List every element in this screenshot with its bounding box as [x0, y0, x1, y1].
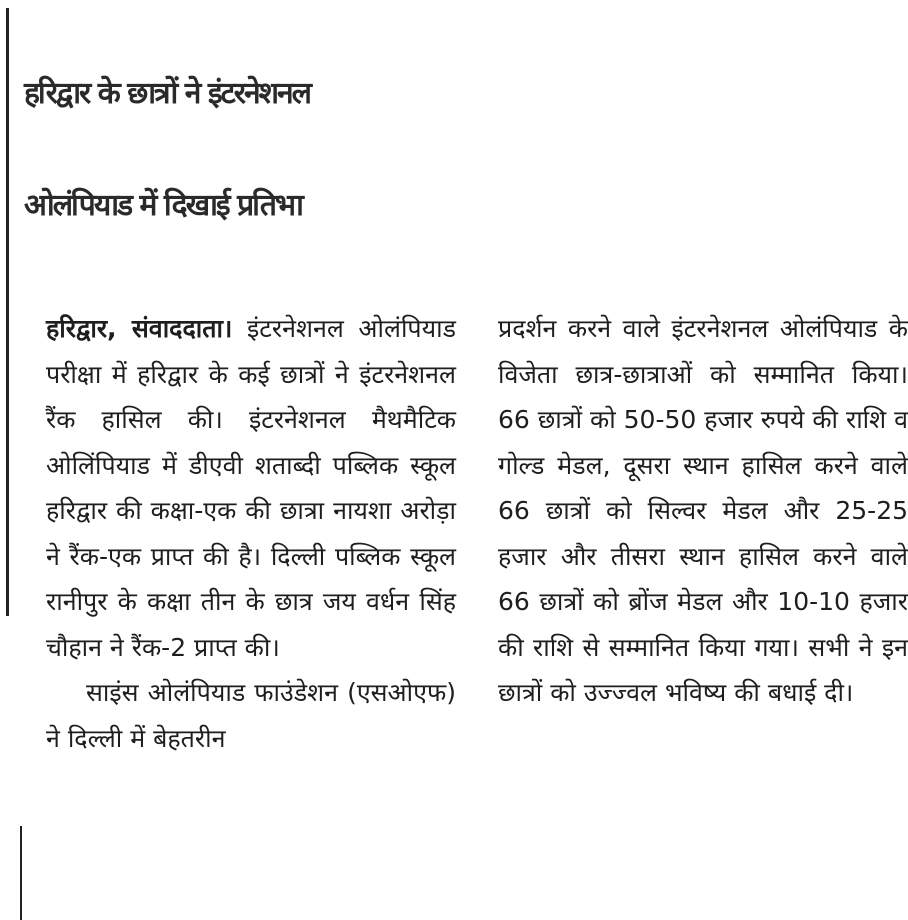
paragraph-2: साइंस ओलंपियाड फाउंडेशन (एसओएफ) ने दिल्ली में बेहतरीन	[46, 678, 456, 753]
article-column-right	[498, 306, 908, 716]
headline-line-2: ओलंपियाड में दिखाई प्रतिभा	[24, 188, 302, 223]
paragraph-1-text: इंटरनेशनल ओलंपियाड परीक्षा में हरिद्वार के कई छात्रों ने इंटरनेशनल रैंक हासिल की। इंटरनेशनल मैथमैटिक ओलिंपियाड में डीएवी शताब्दी पब्लिक स्कूल हरिद्वार की कक्षा-एक की छात्रा नायशा अरोड़ा ने रैंक-एक प्राप्त की है। दिल्ली पब्लिक स्कूल रानीपुर के कक्षा तीन के छात्र जय वर्धन सिंह चौहान ने रैंक-2 प्राप्त की।	[46, 314, 456, 662]
paragraph-2-continued: प्रदर्शन करने वाले इंटरनेशनल ओलंपियाड के विजेता छात्र-छात्राओं को सम्मानित किया। 66 छात्रों को 50-50 हजार रुपये की राशि व गोल्ड मेडल, दूसरा स्थान हासिल करने वाले 66 छात्रों को सिल्वर मेडल और 25-25 हजार और तीसरा स्थान हासिल करने वाले 66 छात्रों को ब्रोंज मेडल और 10-10 हजार की राशि से सम्मानित किया गया। सभी ने इन छात्रों को उज्ज्वल भविष्य की बधाई दी।	[498, 314, 908, 707]
column-rule-left	[6, 8, 9, 616]
article-column-left	[46, 306, 456, 761]
headline	[24, 38, 904, 262]
paragraph-1	[46, 306, 456, 670]
column-rule-bottom	[20, 826, 22, 920]
dateline: हरिद्वार, संवाददाता।	[46, 314, 233, 343]
headline-line-1: हरिद्वार के छात्रों ने इंटरनेशनल	[24, 76, 311, 111]
